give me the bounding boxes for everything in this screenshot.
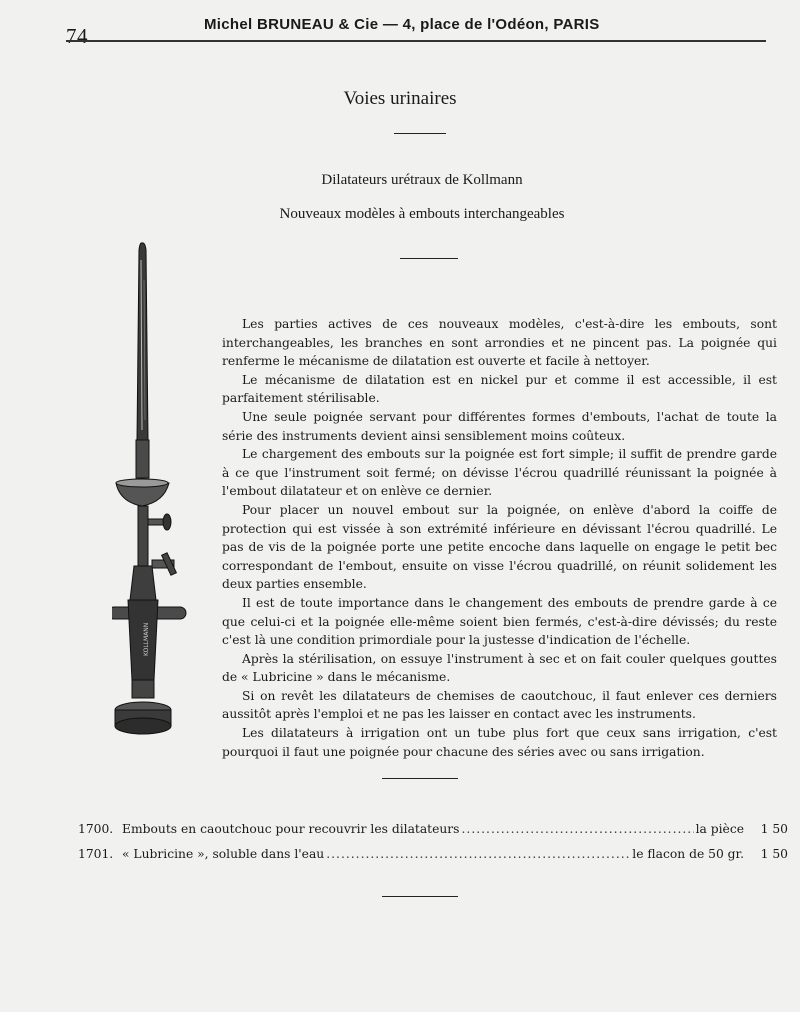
dilatator-illustration	[112, 240, 192, 745]
paragraph: Après la stérilisation, on essuye l'instrument à sec et on fait couler quelques gouttes de « Lubricine » dans le mécanisme.	[222, 651, 777, 685]
product-title: Dilatateurs urétraux de Kollmann	[321, 172, 523, 188]
paragraph: Il est de toute importance dans le changement des embouts de prendre garde à ce que celui-ci et la poignée elle-même soient bien fermés, c'est-à-dire dévissés; du reste c'est là une condition primordiale pour la justesse d'indication de l'échelle.	[222, 595, 777, 648]
price-row	[78, 822, 788, 836]
paragraph: Pour placer un nouvel embout sur la poignée, on enlève d'abord la coiffe de protection qui est vissée à son extrémité inférieure en dévissant l'écrou quadrillé. Le pas de vis de la poignée porte une petite encoche dans laquelle on engage le petit bec correspondant de l'embout, ensuite on visse l'écrou quadrillé, on réunit solidement les deux parties ensemble.	[222, 502, 777, 592]
section-title: Voies urinaires	[343, 88, 457, 109]
price-row	[78, 847, 788, 861]
leader-dots	[462, 822, 694, 836]
paragraph: Une seule poignée servant pour différentes formes d'embouts, l'achat de toute la série des instruments devient ainsi sensiblement moins coûteux.	[222, 409, 777, 443]
product-subtitle: Nouveaux modèles à embouts interchangeables	[279, 206, 565, 222]
header-rule	[66, 40, 766, 42]
instrument-engraving: KOLLMANN	[143, 622, 150, 656]
subtitle-rule	[400, 258, 458, 259]
item-price: 1 50	[760, 822, 788, 836]
paragraph: Le chargement des embouts sur la poignée est fort simple; il suffit de prendre garde à ce que l'instrument soit fermé; on dévisse l'écrou quadrillé réunissant la poignée à l'embout dilatateur et on enlève ce dernier.	[222, 447, 777, 499]
paragraph: Les dilatateurs à irrigation ont un tube plus fort que ceux sans irrigation, c'est pourquoi il faut une poignée pour chacune des séries avec ou sans irrigation.	[222, 726, 777, 759]
paragraph: Les parties actives de ces nouveaux modèles, c'est-à-dire les embouts, sont interchangeables, les branches en sont arrondies et ne pincent pas. La poignée qui renferme le mécanisme de dilatation est ouverte et facile à nettoyer.	[222, 317, 777, 369]
item-price: 1 50	[760, 847, 788, 861]
paragraph: Si on revêt les dilatateurs de chemises de caoutchouc, il faut enlever ces derniers aussitôt après l'emploi et ne pas les laisser en contact avec les instruments.	[222, 688, 777, 722]
description-rule	[382, 778, 458, 779]
item-unit: le flacon de 50 gr.	[632, 847, 744, 861]
item-description: « Lubricine », soluble dans l'eau	[122, 847, 325, 861]
item-description: Embouts en caoutchouc pour recouvrir les dilatateurs	[122, 822, 460, 836]
footer-rule	[382, 896, 458, 897]
description-text	[222, 315, 777, 761]
page-number: 74	[66, 24, 88, 48]
item-number: 1701.	[78, 847, 114, 861]
publisher-header: Michel BRUNEAU & Cie — 4, place de l'Odéon, PARIS	[204, 16, 600, 33]
item-unit: la pièce	[695, 822, 744, 836]
item-number: 1700.	[78, 822, 114, 836]
paragraph: Le mécanisme de dilatation est en nickel pur et comme il est accessible, il est parfaitement stérilisable.	[222, 372, 777, 406]
title-rule	[394, 133, 446, 134]
leader-dots	[326, 847, 630, 861]
